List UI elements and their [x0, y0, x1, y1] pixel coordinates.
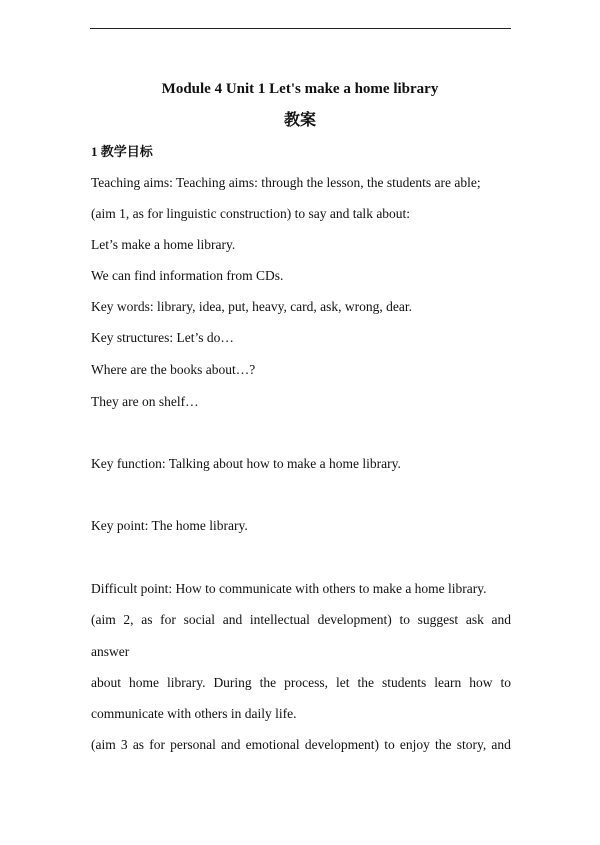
word: learn — [434, 675, 462, 690]
aim-2-line — [91, 611, 511, 629]
word: to — [399, 612, 410, 627]
aim-3-line — [91, 736, 511, 754]
word: library. — [166, 675, 206, 690]
section-heading-teaching-aims: 1 教学目标 — [91, 144, 153, 159]
paragraph-line: Where are the books about…? — [91, 362, 256, 377]
word: for — [160, 612, 176, 627]
word: as — [132, 737, 145, 752]
word: During — [213, 675, 252, 690]
word: development) — [317, 612, 392, 627]
word: how — [469, 675, 493, 690]
paragraph-line: answer — [91, 644, 130, 659]
word: and — [491, 612, 511, 627]
word: the — [435, 737, 452, 752]
paragraph-line: Difficult point: How to communicate with others to make a home library. — [91, 581, 487, 596]
paragraph-line: Let’s make a home library. — [91, 237, 236, 252]
process-line — [91, 674, 511, 692]
paragraph-line: Key point: The home library. — [91, 518, 248, 533]
word: home — [128, 675, 159, 690]
word: enjoy — [399, 737, 430, 752]
paragraph-line: Key structures: Let’s do… — [91, 330, 234, 345]
word: let — [336, 675, 350, 690]
word: emotional — [245, 737, 300, 752]
word: ask — [465, 612, 484, 627]
paragraph-line: Teaching aims: Teaching aims: through the lesson, the students are able; — [91, 175, 481, 190]
word: suggest — [417, 612, 459, 627]
word: 2, — [123, 612, 134, 627]
word: as — [141, 612, 153, 627]
word: development) — [304, 737, 380, 752]
word: (aim — [91, 612, 116, 627]
paragraph-line: We can find information from CDs. — [91, 268, 284, 283]
header-rule — [90, 28, 511, 29]
word: process, — [284, 675, 329, 690]
word: personal — [170, 737, 216, 752]
document-subtitle: 教案 — [283, 110, 316, 129]
word: and — [491, 737, 511, 752]
word: the — [259, 675, 277, 690]
word: and — [222, 612, 243, 627]
word: for — [149, 737, 165, 752]
word: to — [500, 675, 511, 690]
word: the — [357, 675, 374, 690]
word: (aim — [91, 737, 116, 752]
word: intellectual — [249, 612, 310, 627]
paragraph-line: communicate with others in daily life. — [91, 706, 297, 721]
document-title: Module 4 Unit 1 Let's make a home library — [161, 81, 439, 97]
word: students — [381, 675, 427, 690]
paragraph-line: They are on shelf… — [91, 394, 199, 409]
word: 3 — [120, 737, 128, 752]
word: social — [183, 612, 216, 627]
word: and — [221, 737, 241, 752]
word: story, — [456, 737, 487, 752]
word: to — [384, 737, 395, 752]
paragraph-line: Key function: Talking about how to make a home library. — [91, 456, 401, 471]
paragraph-line: (aim 1, as for linguistic construction) to say and talk about: — [91, 206, 411, 221]
paragraph-line: Key words: library, idea, put, heavy, card, ask, wrong, dear. — [91, 299, 413, 314]
word: about — [91, 675, 121, 690]
